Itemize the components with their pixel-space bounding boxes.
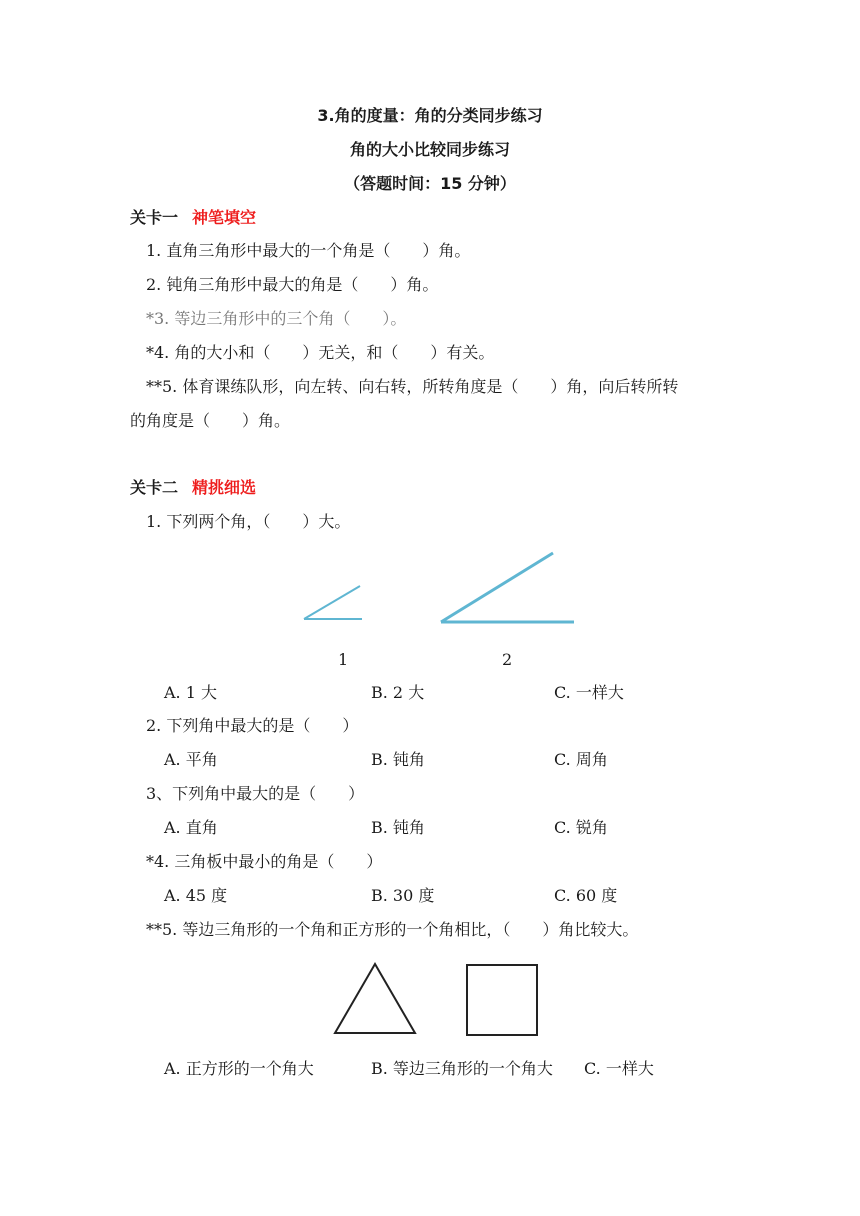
angle-figure-2 <box>437 547 577 627</box>
page-title: 3.角的度量：角的分类同步练习 <box>317 106 543 125</box>
s2-q2-option-a: A. 平角 <box>164 750 218 769</box>
equilateral-triangle <box>335 964 415 1033</box>
s2-question-4-stem: *4. 三角板中最小的角是（ ） <box>146 852 383 871</box>
s1-question-5-line-2: 的角度是（ ）角。 <box>130 411 291 430</box>
section-2-header <box>130 478 256 498</box>
angle-figure-2-label: 2 <box>502 650 513 669</box>
s2-q1-option-c: C. 一样大 <box>554 683 624 702</box>
s2-question-5-stem: **5. 等边三角形的一个角和正方形的一个角相比，（ ）角比较大。 <box>146 920 639 939</box>
section-2-name: 精挑细选 <box>192 478 257 497</box>
square-figure <box>462 960 542 1040</box>
angle-figure-1-label: 1 <box>338 650 349 669</box>
angle-1-slant-ray <box>304 586 360 619</box>
s2-q4-option-c: C. 60 度 <box>554 886 618 905</box>
s2-q5-option-a: A. 正方形的一个角大 <box>164 1059 314 1078</box>
s2-q4-option-b: B. 30 度 <box>371 886 435 905</box>
section-1-header <box>130 208 256 228</box>
s2-question-1-stem: 1. 下列两个角，（ ）大。 <box>146 512 351 531</box>
s2-q2-option-b: B. 钝角 <box>371 750 425 769</box>
s2-q4-option-a: A. 45 度 <box>164 886 228 905</box>
s2-q5-option-c: C. 一样大 <box>584 1059 654 1078</box>
s2-q3-option-c: C. 锐角 <box>554 818 608 837</box>
s2-q5-option-b: B. 等边三角形的一个角大 <box>371 1059 553 1078</box>
answer-time: （答题时间：15 分钟） <box>344 174 516 193</box>
s2-q3-option-a: A. 直角 <box>164 818 218 837</box>
s2-q2-option-c: C. 周角 <box>554 750 608 769</box>
section-1-name: 神笔填空 <box>192 208 257 227</box>
angle-figure-1 <box>296 578 366 626</box>
s2-question-2-stem: 2. 下列角中最大的是（ ） <box>146 716 359 735</box>
s2-question-3-stem: 3、下列角中最大的是（ ） <box>146 784 365 803</box>
s2-q1-option-a: A. 1 大 <box>164 683 217 702</box>
s1-question-2: 2. 钝角三角形中最大的角是（ ）角。 <box>146 275 439 294</box>
s1-question-4: *4. 角的大小和（ ）无关，和（ ）有关。 <box>146 343 495 362</box>
square <box>467 965 537 1035</box>
s1-question-1: 1. 直角三角形中最大的一个角是（ ）角。 <box>146 241 471 260</box>
section-2-label: 关卡二 <box>130 478 179 497</box>
angle-2-slant-ray <box>441 553 553 622</box>
s1-question-3: *3. 等边三角形中的三个角（ ）。 <box>146 309 407 328</box>
triangle-figure <box>330 958 420 1038</box>
s1-question-5-line-1: **5. 体育课练队形，向左转、向右转，所转角度是（ ）角，向后转所转 <box>146 377 679 396</box>
s2-q1-option-b: B. 2 大 <box>371 683 425 702</box>
page-subtitle: 角的大小比较同步练习 <box>349 140 510 159</box>
s2-q3-option-b: B. 钝角 <box>371 818 425 837</box>
section-1-label: 关卡一 <box>130 208 179 227</box>
